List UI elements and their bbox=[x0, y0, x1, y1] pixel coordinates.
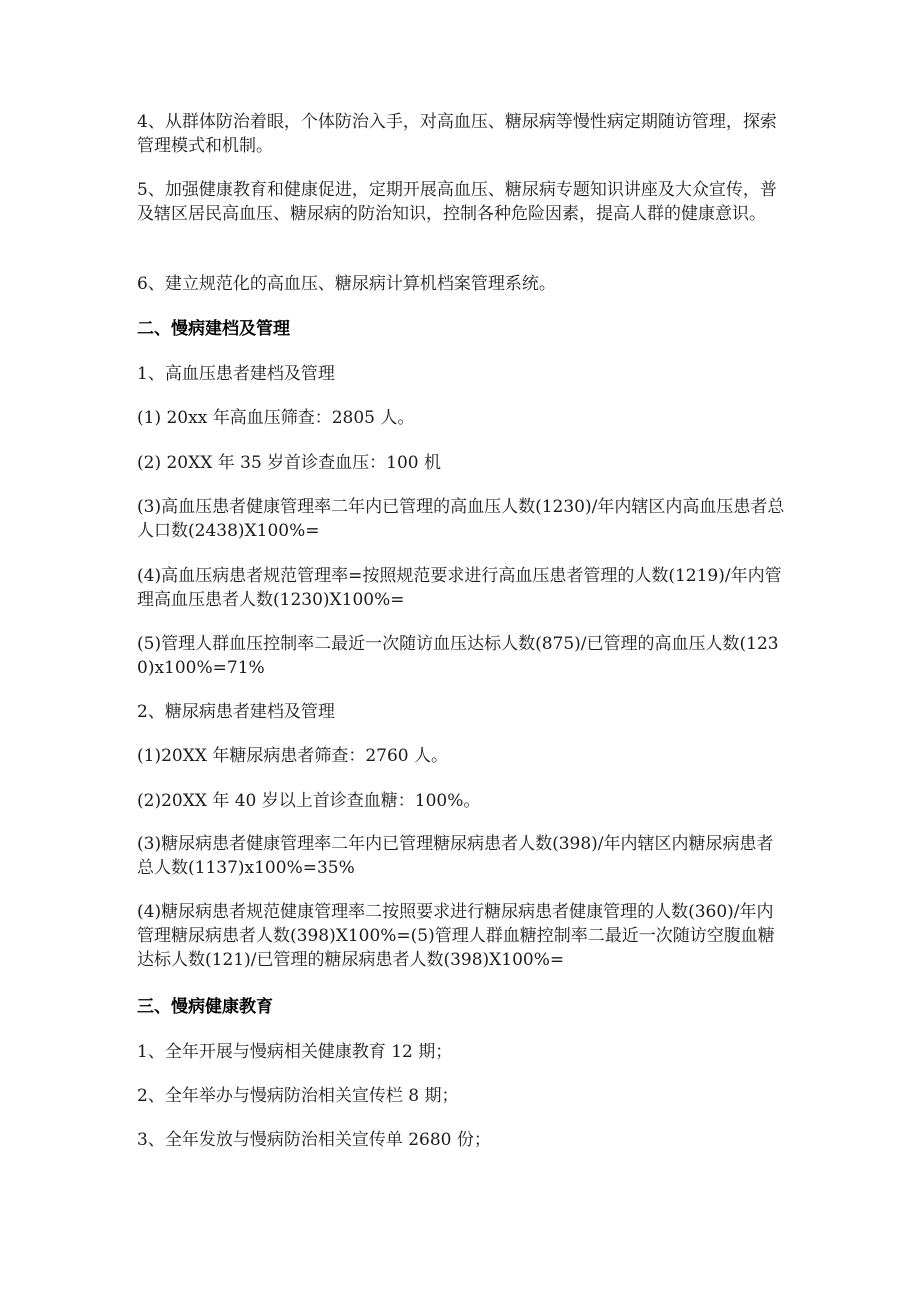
subheading-hypertension: 1、高血压患者建档及管理 bbox=[137, 364, 335, 384]
hypertension-item-1: (1) 20xx 年高血压筛查：2805 人。 bbox=[137, 408, 415, 428]
section-heading-2: 二、慢病建档及管理 bbox=[137, 319, 290, 339]
diabetes-item-3: (3)糖尿病患者健康管理率二年内已管理糖尿病患者人数(398)/年内辖区内糖尿病患者总人数(1137)x100%=35% bbox=[137, 834, 774, 878]
education-item-2: 2、全年举办与慢病防治相关宣传栏 8 期； bbox=[137, 1086, 459, 1106]
hypertension-item-2: (2) 20XX 年 35 岁首诊查血压：100 机 bbox=[137, 453, 442, 473]
education-item-3: 3、全年发放与慢病防治相关宣传单 2680 份； bbox=[137, 1130, 491, 1150]
hypertension-item-5: (5)管理人群血压控制率二最近一次随访血压达标人数(875)/已管理的高血压人数(1230)x100%=71% bbox=[137, 634, 779, 678]
paragraph-item-5: 5、加强健康教育和健康促进，定期开展高血压、糖尿病专题知识讲座及大众宣传，普及辖区居民高血压、糖尿病的防治知识，控制各种危险因素，提高人群的健康意识。 bbox=[137, 180, 777, 224]
subheading-diabetes: 2、糖尿病患者建档及管理 bbox=[137, 702, 335, 722]
diabetes-item-2: (2)20XX 年 40 岁以上首诊查血糖：100%。 bbox=[137, 791, 481, 811]
section-heading-3: 三、慢病健康教育 bbox=[137, 997, 273, 1017]
diabetes-item-1: (1)20XX 年糖尿病患者筛查：2760 人。 bbox=[137, 746, 448, 766]
diabetes-item-4-5: (4)糖尿病患者规范健康管理率二按照要求进行糖尿病患者健康管理的人数(360)/年内管理糖尿病患者人数(398)X100%=(5)管理人群血糖控制率二最近一次随访空腹血糖达标人数(121)/已管理的糖尿病患者人数(398)X100%= bbox=[137, 902, 775, 970]
education-item-1: 1、全年开展与慢病相关健康教育 12 期； bbox=[137, 1042, 453, 1062]
hypertension-item-4: (4)高血压病患者规范管理率=按照规范要求进行高血压患者管理的人数(1219)/年内管理高血压患者人数(1230)X100%= bbox=[137, 566, 782, 610]
hypertension-item-3: (3)高血压患者健康管理率二年内已管理的高血压人数(1230)/年内辖区内高血压患者总人口数(2438)X100%= bbox=[137, 497, 785, 541]
paragraph-item-6: 6、建立规范化的高血压、糖尿病计算机档案管理系统。 bbox=[137, 274, 556, 294]
paragraph-item-4: 4、从群体防治着眼，个体防治入手，对高血压、糖尿病等慢性病定期随访管理，探索管理模式和机制。 bbox=[137, 112, 777, 156]
